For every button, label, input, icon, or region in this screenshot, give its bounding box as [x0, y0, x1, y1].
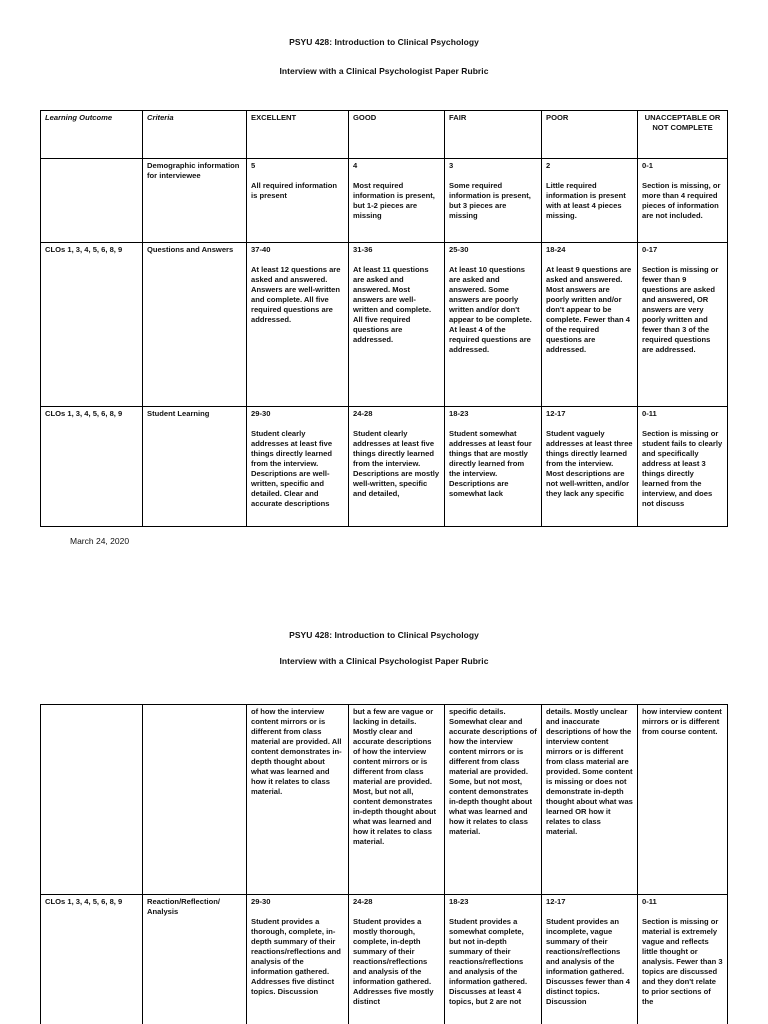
description: Little required information is present with at least 4 pieces missing.	[546, 181, 626, 220]
description: At least 9 questions are asked and answered. Most answers are poorly written and/or don't appear to be complete. Fewer than 4 of the required questions are addressed.	[546, 265, 632, 354]
score: 5	[251, 161, 256, 170]
rubric-title: Interview with a Clinical Psychologist Paper Rubric	[279, 656, 489, 666]
description: Section is missing or material is extremely vague and reflects little thought or analysis. Fewer than 3 topics are discussed and they don't relate to prior sections of the	[642, 917, 723, 1006]
description: Some required information is present, but 3 pieces are missing	[449, 181, 531, 220]
cell-poor	[542, 705, 638, 895]
rubric-title: Interview with a Clinical Psychologist Paper Rubric	[279, 66, 489, 76]
score: 18-23	[449, 409, 469, 418]
cell-unacceptable	[638, 159, 728, 243]
description: Most required information is present, but 1-2 pieces are missing	[353, 181, 435, 220]
cell-good	[349, 159, 445, 243]
header-excellent: EXCELLENT	[247, 111, 349, 159]
cell-fair	[445, 159, 542, 243]
score: 0-11	[642, 409, 657, 418]
row-outcome	[41, 159, 143, 243]
description: Student provides an incomplete, vague summary of their reactions/reflections and analysis of the information gathered. Discusses fewer than 4 distinct topics. Discussion	[546, 917, 630, 1006]
description: Student provides a thorough, complete, in-depth summary of their reactions/reflections and analysis of the information gathered. Addresses five distinct topics. Discussion	[251, 917, 341, 996]
cell-excellent	[247, 895, 349, 1024]
cell-excellent	[247, 243, 349, 407]
description: Student provides a somewhat complete, but not in-depth summary of their reactions/reflections and analysis of the information gathered. Discusses at least 4 topics, but 2 are not	[449, 917, 528, 1006]
cell-fair	[445, 243, 542, 407]
row-criteria	[143, 705, 247, 895]
table-row	[41, 705, 728, 895]
cell-unacceptable	[638, 705, 728, 895]
rubric-table	[40, 110, 728, 527]
description: At least 12 questions are asked and answered. Answers are well-written and complete. All five required questions are addressed.	[251, 265, 341, 324]
score: 12-17	[546, 409, 566, 418]
score: 3	[449, 161, 454, 170]
rubric-table-continued	[40, 704, 728, 1024]
cell-unacceptable	[638, 895, 728, 1024]
course-title: PSYU 428: Introduction to Clinical Psychology	[289, 630, 479, 640]
table-row	[41, 407, 728, 527]
description: Student somewhat addresses at least four things that are mostly directly learned from the interview. Descriptions are somewhat lack	[449, 429, 532, 498]
table-row	[41, 159, 728, 243]
cell-good	[349, 895, 445, 1024]
header-fair: FAIR	[445, 111, 542, 159]
score: 0-17	[642, 245, 658, 254]
description-continued: details. Mostly unclear and inaccurate descriptions of how the interview content mirrors or is different from class material are provided. Some content is missing or does not demonstrate in-depth thought about what was learned OR how it relates to class material.	[546, 707, 633, 836]
cell-fair	[445, 407, 542, 527]
score: 18-23	[449, 897, 469, 906]
table-row	[41, 243, 728, 407]
cell-poor	[542, 895, 638, 1024]
header-good: GOOD	[349, 111, 445, 159]
cell-poor	[542, 159, 638, 243]
description: Student clearly addresses at least five things directly learned from the interview. Descriptions are well-written, specific and detailed. Clear and accurate descriptions	[251, 429, 333, 508]
description-continued: specific details. Somewhat clear and accurate descriptions of how the interview content mirrors or is different from class material are provided. Some, but not most, content demonstrates in-depth thought about what was learned and how it relates to class material.	[449, 707, 537, 836]
cell-unacceptable	[638, 243, 728, 407]
header-unacceptable: UNACCEPTABLE OR NOT COMPLETE	[638, 111, 728, 159]
row-outcome: CLOs 1, 3, 4, 5, 6, 8, 9	[41, 243, 143, 407]
description: Student provides a mostly thorough, complete, in-depth summary of their reactions/reflections and analysis of the information gathered. Addresses five mostly distinct	[353, 917, 434, 1006]
header-criteria: Criteria	[143, 111, 247, 159]
description-continued: but a few are vague or lacking in details. Mostly clear and accurate descriptions of how the interview content mirrors or is different from class material are provided. Most, but not all, content demonstrates in-depth thought about what was learned and how it relates to class material.	[353, 707, 437, 846]
score: 29-30	[251, 409, 271, 418]
score: 37-40	[251, 245, 271, 254]
score: 18-24	[546, 245, 566, 254]
row-criteria: Demographic information for interviewee	[143, 159, 247, 243]
description-continued: of how the interview content mirrors or is different from class material are provided. All content demonstrates in-depth thought about what was learned and how it relates to class material.	[251, 707, 342, 796]
cell-poor	[542, 407, 638, 527]
score: 24-28	[353, 897, 373, 906]
row-criteria: Student Learning	[143, 407, 247, 527]
cell-excellent	[247, 159, 349, 243]
score: 0-1	[642, 161, 653, 170]
description: Section is missing or fewer than 9 questions are asked and answered, OR answers are very poorly written and fewer than 3 of the required questions are addressed.	[642, 265, 719, 354]
description: Student clearly addresses at least five things directly learned from the interview. Descriptions are mostly well-written, specific and detailed,	[353, 429, 440, 498]
description: Student vaguely addresses at least three things directly learned from the interview. Most descriptions are not well-written, and/or they lack any specific	[546, 429, 633, 498]
score: 31-36	[353, 245, 373, 254]
score: 0-11	[642, 897, 657, 906]
cell-good	[349, 407, 445, 527]
description: All required information is present	[251, 181, 338, 200]
page-date: March 24, 2020	[70, 536, 130, 546]
table-header-row	[41, 111, 728, 159]
cell-unacceptable	[638, 407, 728, 527]
course-title: PSYU 428: Introduction to Clinical Psychology	[289, 37, 479, 47]
description: Section is missing or student fails to clearly and specifically address at least 3 things directly learned from the interview, and does not discuss	[642, 429, 723, 508]
cell-fair	[445, 895, 542, 1024]
description: Section is missing, or more than 4 required pieces of information are not included.	[642, 181, 721, 220]
description-continued: how interview content mirrors or is different from course content.	[642, 707, 722, 736]
cell-good	[349, 243, 445, 407]
row-criteria: Questions and Answers	[143, 243, 247, 407]
page-gap	[0, 580, 768, 600]
score: 25-30	[449, 245, 469, 254]
score: 2	[546, 161, 551, 170]
cell-good	[349, 705, 445, 895]
row-outcome: CLOs 1, 3, 4, 5, 6, 8, 9	[41, 895, 143, 1024]
score: 29-30	[251, 897, 271, 906]
cell-poor	[542, 243, 638, 407]
cell-excellent	[247, 705, 349, 895]
table-row	[41, 895, 728, 1024]
score: 24-28	[353, 409, 373, 418]
cell-fair	[445, 705, 542, 895]
cell-excellent	[247, 407, 349, 527]
header-learning-outcome: Learning Outcome	[41, 111, 143, 159]
row-criteria: Reaction/Reflection/ Analysis	[143, 895, 247, 1024]
row-outcome: CLOs 1, 3, 4, 5, 6, 8, 9	[41, 407, 143, 527]
score: 4	[353, 161, 358, 170]
description: At least 10 questions are asked and answered. Some answers are poorly written and/or don't appear to be complete. At least 4 of the required questions are addressed.	[449, 265, 532, 354]
row-outcome	[41, 705, 143, 895]
header-poor: POOR	[542, 111, 638, 159]
document-page-2	[0, 600, 768, 1024]
description: At least 11 questions are asked and answered. Most answers are well-written and complete. All five required questions are addressed.	[353, 265, 432, 344]
score: 12-17	[546, 897, 566, 906]
